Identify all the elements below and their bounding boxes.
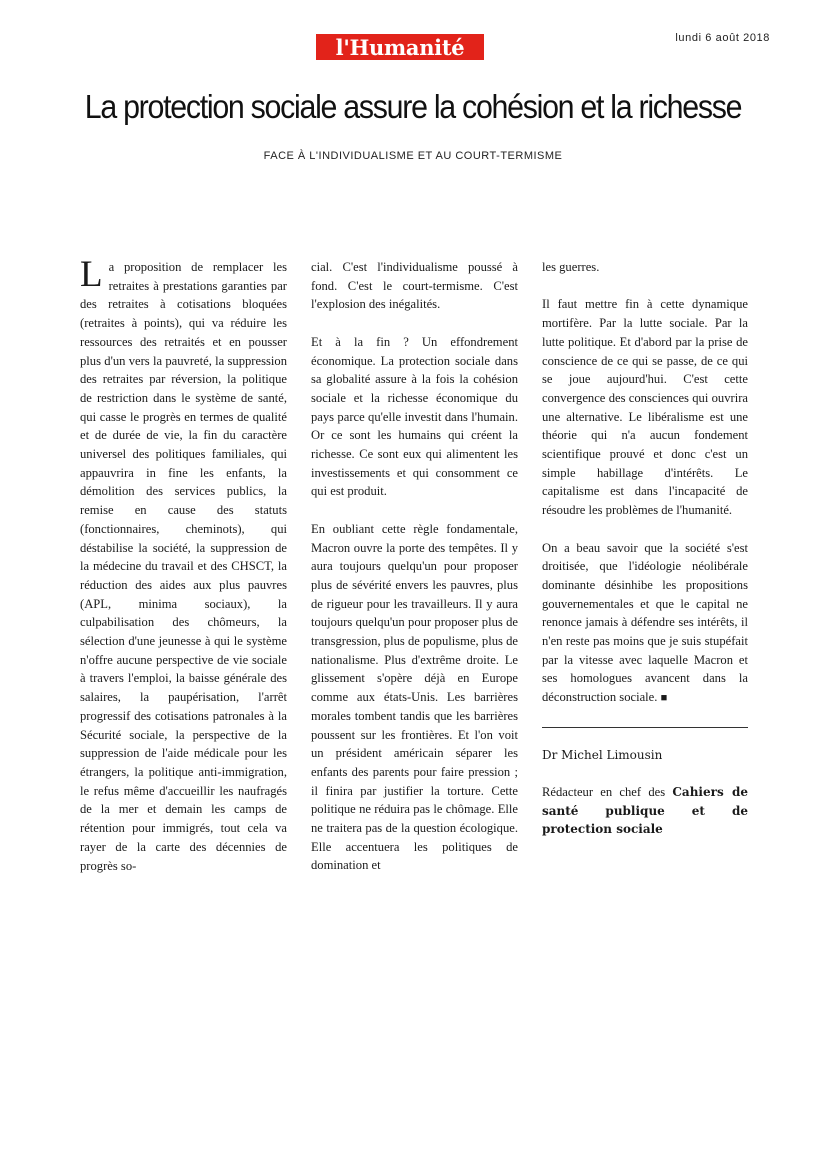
article-column-2 [311, 258, 518, 894]
paragraph: Il faut mettre fin à cette dynamique mortifère. Par la lutte sociale. Par la lutte politique. Et d'abord par la prise de conscience de ce qui se passe, de ce qui se joue aujourd'hui. C'est cette convergence des consciences qui ouvrira une alternative. Le libéralisme est une théorie qui n'a aucun fondement scientifique prouvé et donc c'est un simple habillage d'intérêts. Le capitalisme est dans l'incapacité de résoudre les problèmes de l'humanité. [542, 297, 748, 518]
paragraph-text: a proposition de remplacer les retraites à prestations garanties par des retraites à cotisations bloquées (retraites à points), qui va réduire les ressources des retraités et en pousser plus d'un vers la pauvreté, la suppression des retraites par réversion, la politique de restriction dans le système de santé, qui casse le progrès en termes de qualité et de durée de vie, la fin du caractère universel des politiques familiales, qui appauvrira in fine les enfants, la démolition des services publics, la remise en cause des statuts (fonctionnaires, cheminots), qui déstabilise la société, la suppression de la médecine du travail et des CHSCT, la réduction des aides aux plus pauvres (APL, minima sociaux), la culpabilisation des chômeurs, la sélection d'une jeunesse à qui le système n'offre aucune perspective de vie sociale à travers l'emploi, la baisse générale des salaires, la paupérisation, l'arrêt progressif des cotisations patronales à la Sécurité sociale, la perspective de la suppression de l'aide médicale pour les étrangers, la politique anti-immigration, le refus même d'accueillir les naufragés de la mer et demain les camps de rétention pour immigrés, tout cela va rayer de la carte des décennies de progrès so- [80, 260, 287, 873]
article-column-1 [80, 254, 287, 894]
signature-divider [542, 727, 748, 728]
paragraph: les guerres. [542, 260, 600, 274]
paragraph: Et à la fin ? Un effondrement économique. La protection sociale dans sa globalité assure à la fois la cohésion sociale et la richesse économique du pays parce qu'elle investit dans l'humain. Or ce sont les humains qui créent la richesse. Ce sont eux qui alimentent les investissements et qui consomment ce qui est produit. [311, 334, 518, 499]
article-subtitle: FACE À L'INDIVIDUALISME ET AU COURT-TERMISME [263, 150, 563, 162]
paragraph: En oubliant cette règle fondamentale, Macron ouvre la porte des tempêtes. Il y aura toujours quelqu'un pour proposer plus de sévérité envers les pauvres, plus de rigueur pour les travailleurs. Il y aura toujours quelqu'un pour proposer plus de transgression, plus de populisme, plus de nationalisme. Plus d'extrême droite. Le glissement s'opère déjà en Europe comme aux états-Unis. Les barrières morales tombent tandis que les barrières poussent sur les frontières. Et l'on voit un président américain séparer les enfants des parents pour faire pression ; il finira par justifier la torture. Cette politique ne réduira pas le chômage. Elle ne traitera pas de la question écologique. Elle accentuera les politiques de domination et [311, 521, 518, 873]
article-column-3 [542, 258, 748, 858]
drop-cap: L [80, 254, 103, 295]
paragraph [80, 254, 287, 875]
paragraph-text: On a beau savoir que la société s'est droitisée, que l'idéologie néolibérale dominante désinhibe les propositions gouvernementales et que le capital ne renonce jamais à défendre ses intérêts, il n'en reste pas moins que je suis stupéfait par la vitesse avec laquelle Macron et ses homologues avancent dans la déconstruction sociale. [542, 540, 748, 705]
newspaper-logo: l'Humanité [316, 32, 484, 60]
end-mark-icon: ■ [660, 692, 668, 705]
author-role [542, 783, 748, 839]
paragraph: cial. C'est l'individualisme poussé à fond. C'est le court-termisme. C'est l'explosion des inégalités. [311, 260, 518, 312]
author-name: Dr Michel Limousin [542, 747, 663, 762]
publication-name: Cahiers de santé publique et de protection sociale [542, 784, 748, 837]
publication-date: lundi 6 août 2018 [675, 32, 770, 44]
article-title: La protection sociale assure la cohésion et la richesse [84, 88, 742, 125]
author-role-prefix: Rédacteur en chef des [542, 784, 673, 799]
paragraph [542, 539, 748, 708]
